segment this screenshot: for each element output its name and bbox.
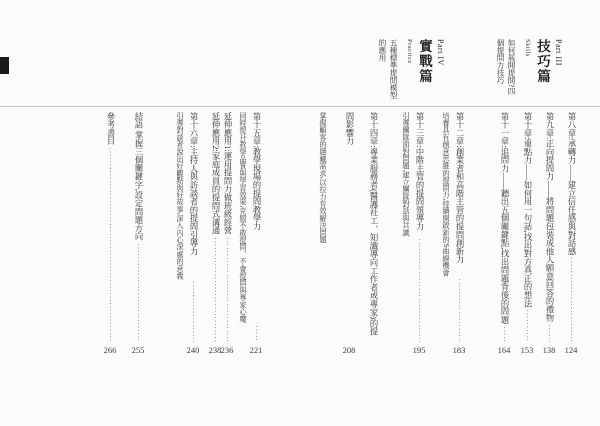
part4-tagline: 五種標準提問模型的應用 (378, 39, 398, 99)
entry-title: 第十二章:創業者和高階主管的提問創新力 (455, 112, 464, 264)
dotted-leader (543, 325, 556, 342)
dotted-leader (498, 327, 511, 342)
toc-entry (203, 107, 222, 356)
toc-entries (0, 107, 600, 356)
entry-title: 延伸應用1:運用提問力做班級經營 (223, 112, 232, 235)
toc-entry (440, 107, 466, 356)
entry-title: 第十六章:主持人與訪談者的提問引導力 (189, 112, 198, 256)
entry-page-number: 138 (542, 345, 556, 355)
part3-tagline: 如何展開提問?四個提問力技巧 (496, 39, 516, 95)
part4-subtitle-en: Practice (406, 39, 413, 64)
entry-text (104, 112, 117, 145)
entry-page-number: 183 (452, 345, 466, 355)
dotted-leader (413, 239, 426, 342)
dotted-leader (104, 148, 117, 342)
entry-page-number: 221 (249, 345, 263, 355)
entry-title: 結語 掌握三個關鍵字,設定問題方向 (134, 112, 143, 241)
entry-subtitle: 培養具有創意思維的提問力,持續開啟新的S曲線機會 (442, 112, 450, 277)
page-edge-tab (0, 57, 9, 74)
toc-entry (126, 107, 145, 356)
entry-page-number: 164 (497, 345, 511, 355)
dotted-leader (132, 244, 145, 342)
toc-entry (537, 107, 556, 356)
part3-label: Part III (554, 39, 563, 66)
entry-title: 第十四章:專業服務者(醫護社工、知識導向工作者或專家)的提問影響力 (345, 112, 378, 336)
entry-text (521, 112, 534, 307)
entry-text (400, 112, 426, 236)
part4-title: 實戰篇 (417, 39, 432, 84)
entry-page-number: 124 (564, 345, 578, 355)
entry-subtitle: 掌握顧客的隱藏需求,以拉力有效解決問題 (319, 112, 327, 244)
entry-page-number: 153 (520, 345, 534, 355)
entry-text (132, 112, 145, 241)
entry-text (209, 112, 222, 235)
entry-title: 第十五章:教學現場的提問教學力 (252, 112, 261, 231)
toc-entry (559, 107, 578, 356)
dotted-leader (250, 326, 263, 342)
entry-title: 參考書目 (106, 112, 115, 146)
entry-title: 延伸應用2:家庭成員的提問式溝通 (211, 112, 220, 235)
entry-text (237, 112, 263, 323)
dotted-leader (565, 258, 578, 342)
entry-text (498, 112, 511, 324)
part3-subtitle-en: Skills (524, 39, 531, 57)
entry-title: 第十三章:中階主管的提問領導力 (415, 112, 424, 231)
entry-subtitle: 同時提升教學品質與學習效果,克服不敢提問、不會提問與專家心魔 (239, 112, 247, 323)
entry-text (543, 112, 556, 322)
dotted-leader (209, 238, 222, 342)
dotted-leader (453, 279, 466, 342)
entry-text (565, 112, 578, 255)
toc-entry (237, 107, 263, 356)
entry-subtitle: 引導團隊面對問題,建立團隊對話與共識 (402, 112, 410, 237)
toc-entry (98, 107, 117, 356)
entry-page-number: 255 (131, 345, 145, 355)
dotted-leader (521, 310, 534, 342)
entry-text (316, 112, 385, 339)
part4-label: Part IV (436, 39, 445, 66)
entry-title: 第十章:重點力——如何用一句話,找出對方真正的想法 (523, 112, 532, 308)
entry-page-number: 240 (186, 345, 200, 355)
toc-entry (400, 107, 426, 356)
entry-title: 第八章:承轉力——建立信任感與對話感 (567, 112, 576, 256)
entry-page-number: 195 (412, 345, 426, 355)
entry-title: 第十一章:追問力——聽出五個關鍵點,找出問題背後的問題 (500, 112, 509, 324)
toc-entry (174, 107, 200, 356)
entry-title: 第九章:正向提問力——將問題包裝成他人願意回答的禮物 (545, 112, 554, 322)
entry-page-number: 238 (208, 345, 222, 355)
entry-text (440, 112, 466, 276)
toc-entry (515, 107, 534, 356)
part3-title: 技巧篇 (535, 39, 550, 84)
entry-page-number: 236 (220, 345, 234, 355)
dotted-leader (221, 238, 234, 342)
dotted-leader (187, 282, 200, 342)
toc-entry (492, 107, 511, 356)
entry-page-number: 266 (103, 345, 117, 355)
entry-page-number: 208 (342, 345, 356, 355)
entry-text (174, 112, 200, 279)
toc-entry (316, 107, 385, 356)
entry-subtitle: 引導對談者說出好觀點與好故事,深入內心深處的意義 (176, 112, 184, 280)
entry-text (221, 112, 234, 235)
